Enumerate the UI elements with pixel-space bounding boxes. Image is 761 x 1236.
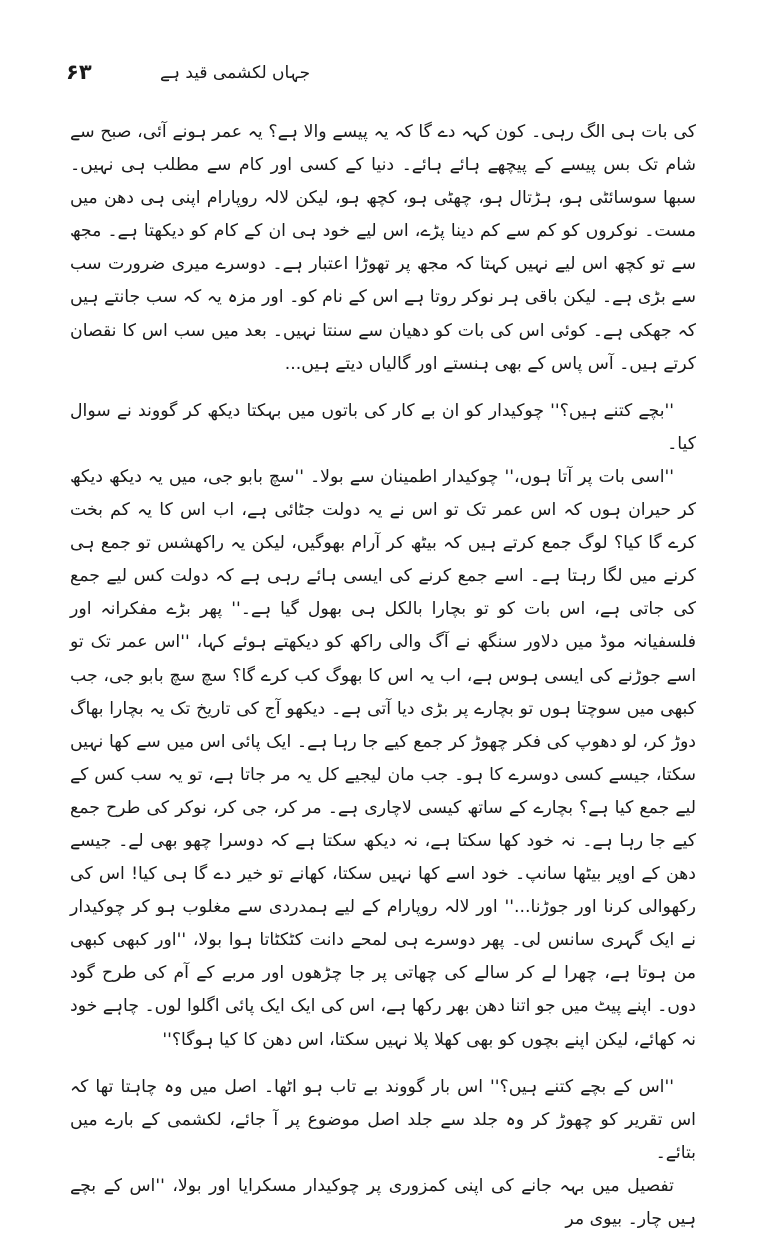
paragraph: ''بچے کتنے ہیں؟'' چوکیدار کو ان بے کار کی باتوں میں بہکتا دیکھ کر گووند نے سوال کیا۔ <box>70 400 696 454</box>
page-number: ۶۳ <box>66 60 92 84</box>
paragraph: کی بات ہی الگ رہی۔ کون کہہ دے گا کہ یہ پیسے والا ہے؟ یہ عمر ہونے آئی، صبح سے شام تک بس پیسے کے پیچھے ہائے ہائے۔ دنیا کے کسی اور کام سے مطلب ہی نہیں۔ سبھا سوسائٹی ہو، ہڑتال ہو، چھٹی ہو، کچھ ہو، لیکن لالہ روپارام اپنی ہی دھن میں مست۔ نوکروں کو کم سے کم دینا پڑے، اس لیے خود ہی ان کے کام کو دیکھتا ہے۔ مجھ سے تو کچھ اس لیے نہیں کہتا کہ مجھ پر تھوڑا اعتبار ہے۔ دوسرے میری ضرورت سب سے بڑی ہے۔ لیکن باقی ہر نوکر روتا ہے اس کے نام کو۔ اور مزہ یہ کہ سب جانتے ہیں کہ جھکی ہے۔ کوئی اس کی بات کو دھیان سے سنتا نہیں۔ بعد میں سب اس کا نقصان کرتے ہیں۔ آس پاس کے بھی ہنستے اور گالیاں دیتے ہیں... <box>70 122 696 374</box>
page-header <box>0 56 761 92</box>
paragraph: تفصیل میں بہہ جانے کی اپنی کمزوری پر چوکیدار مسکرایا اور بولا، ''اس کے بچے ہیں چار۔ بیوی مر <box>70 1175 696 1229</box>
body-text <box>70 116 696 1236</box>
paragraph: ''اسی بات پر آتا ہوں،'' چوکیدار اطمینان سے بولا۔ ''سچ بابو جی، میں یہ دیکھ دیکھ کر حیران ہوں کہ اس عمر تک تو اس نے یہ دولت جٹائی ہے، اب اس کا یہ کم بخت کرے گا کیا؟ لوگ جمع کرتے ہیں کہ بیٹھ کر آرام بھوگیں، لیکن یہ راکھشس تو جمع ہی کرنے میں لگا رہتا ہے۔ اسے جمع کرنے کی ایسی ہائے رہی ہے کہ دولت کس لیے جمع کی جاتی ہے، اس بات کو تو بچارا بالکل ہی بھول گیا ہے۔'' پھر بڑے مفکرانہ اور فلسفیانہ موڈ میں دلاور سنگھ نے آگ والی راکھ کو دیکھتے ہوئے کہا، ''اس عمر تک تو اسے جوڑنے کی ایسی ہوس ہے، اب یہ اس کا بھوگ کب کرے گا؟ سچ سچ بابو جی، جب کبھی میں سوچتا ہوں تو بچارے پر بڑی دیا آتی ہے۔ دیکھو آج کی تاریخ تک یہ بچارا بھاگ دوڑ کر، لو دھوپ کی فکر چھوڑ کر جمع کیے جا رہا ہے۔ ایک پائی اس میں سے کھا نہیں سکتا، جیسے کسی دوسرے کا ہو۔ جب مان لیجیے کل یہ مر جاتا ہے، تو یہ سب کس کے لیے جمع کیا ہے؟ بچارے کے ساتھ کیسی لاچاری ہے۔ مر کر، جی کر، نوکر کی طرح جمع کیے جا رہا ہے۔ نہ خود کھا سکتا ہے، نہ دیکھ سکتا ہے کہ دوسرا چھو بھی لے۔ جیسے دھن کے اوپر بیٹھا سانپ۔ خود اسے کھا نہیں سکتا، کھانے تو خیر دے گا ہی کیا! اس کی رکھوالی کرنا اور جوڑنا...'' اور لالہ روپارام کے لیے ہمدردی سے مغلوب ہو کر چوکیدار نے ایک گہری سانس لی۔ پھر دوسرے ہی لمحے دانت کٹکٹاتا ہوا بولا، ''اور کبھی کبھی من ہوتا ہے، چھرا لے کر سالے کی چھاتی پر جا چڑھوں اور مربے کے آم کی طرح گود دوں۔ اپنے پیٹ میں جو اتنا دھن بھر رکھا ہے، اس کی ایک ایک پائی اگلوا لوں۔ چاہے خود نہ کھائے، لیکن اپنے بچوں کو بھی کھلا پلا نہیں سکتا، اس دھن کا کیا ہوگا؟'' <box>70 466 696 1050</box>
running-title: جہاں لکشمی قید ہے <box>160 63 311 83</box>
paragraph: ''اس کے بچے کتنے ہیں؟'' اس بار گووند بے تاب ہو اٹھا۔ اصل میں وہ چاہتا تھا کہ اس تقریر کو چھوڑ کر وہ جلد سے جلد اصل موضوع پر آ جائے، لکشمی کے بارے میں بتائے۔ <box>70 1076 696 1163</box>
